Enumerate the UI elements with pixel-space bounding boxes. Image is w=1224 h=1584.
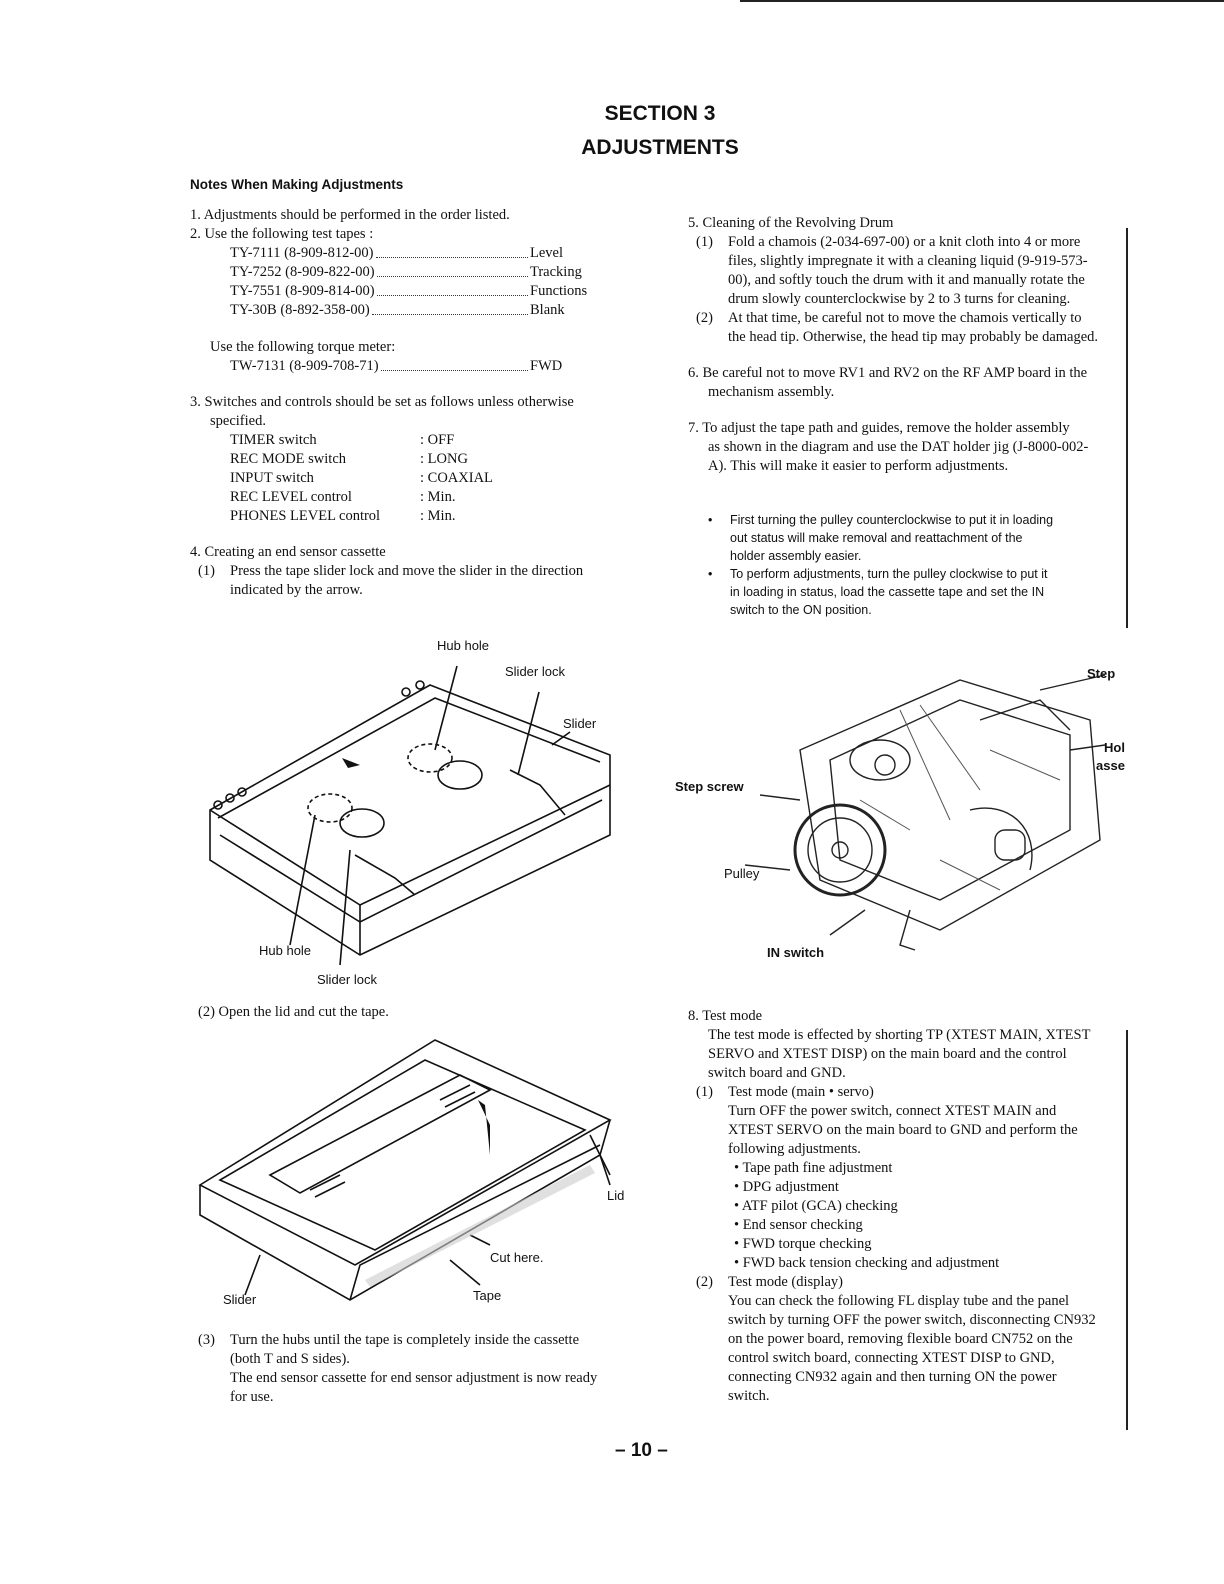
bullet-item: • First turning the pulley counterclockwise to put it in loading out status will make removal and reattachment of the holder assembly easier. — [708, 513, 1054, 563]
tape-row: TY-7252 (8-909-822-00) Tracking — [230, 264, 582, 280]
item-7: 7. To adjust the tape path and guides, remove the holder assembly as shown in the diagram and use the DAT holder jig (J-8000-002- A). This will make it easier to perform adjustments. — [688, 420, 1089, 474]
pulley-label: Pulley — [724, 866, 760, 881]
switch-row: REC MODE switch : LONG — [230, 451, 468, 467]
item-4: 4. Creating an end sensor cassette — [190, 544, 386, 560]
section-number: SECTION 3 — [604, 102, 716, 125]
cassette-lid-figure — [190, 1035, 640, 1315]
slider-lock-label-bottom: Slider lock — [317, 972, 377, 987]
page-number: – 10 – — [615, 1440, 668, 1461]
hub-hole-label-bottom: Hub hole — [259, 943, 312, 958]
item-5-1: (1) Fold a chamois (2-034-697-00) or a knit cloth into 4 or more files, slightly impregnate it with a cleaning liquid (9-919-573- 00), and softly touch the drum with it and manually rotate the drum slowly counterclockwise by 2 to 3 turns for cleaning. — [696, 234, 1088, 307]
slider-label: Slider — [563, 716, 597, 731]
item-8-title: 8. Test mode — [688, 1008, 763, 1024]
slider-label-2: Slider — [223, 1292, 257, 1307]
item-5-2: (2) At that time, be careful not to move the chamois vertically to the head tip. Otherwise, the head tip may probably be damaged. — [696, 310, 1099, 345]
tape-row: TY-7551 (8-909-814-00) Functions — [230, 283, 588, 299]
slider-lock-label-top: Slider lock — [505, 664, 565, 679]
switch-row: INPUT switch : COAXIAL — [230, 470, 493, 486]
holder-label-1: Hol — [1104, 740, 1125, 755]
cut-here-label: Cut here. — [490, 1250, 544, 1265]
item-5: 5. Cleaning of the Revolving Drum — [688, 215, 894, 231]
left-column-text — [190, 206, 640, 600]
item-4-2: (2) Open the lid and cut the tape. — [198, 1004, 389, 1020]
section-title: ADJUSTMENTS — [581, 136, 739, 159]
lid-label: Lid — [607, 1188, 625, 1203]
holder-label-2: asse — [1096, 758, 1125, 773]
right-column-text — [688, 214, 1128, 476]
tape-row: TY-30B (8-892-358-00) Blank — [230, 302, 565, 318]
item-6: 6. Be careful not to move RV1 and RV2 on the RF AMP board in the mechanism assembly. — [688, 365, 1088, 400]
item-3-cont: specified. — [210, 413, 266, 429]
item-8-body: The test mode is effected by shorting TP (XTEST MAIN, XTEST SERVO and XTEST DISP) on the main board and the control switch board and GND. — [708, 1027, 1091, 1081]
top-rule — [740, 0, 1224, 2]
item-8-2: (2) Test mode (display) You can check the following FL display tube and the panel switch by turning OFF the power switch, disconnecting CN932 on the power board, removing flexible board CN752 on the control switch board, connecting XTEST DISP to GND, connecting CN932 again and then turning ON the power switch. — [696, 1274, 1096, 1404]
item-8-1: (1) Test mode (main • servo) Turn OFF the power switch, connect XTEST MAIN and XTEST SERVO on the main board to GND and perform the following adjustments. • Tape path fine adjustment • DPG adjustment • ATF pilot (GCA) checking • End sensor checking • FWD torque checking • FWD back tension checking and adjustment — [696, 1084, 1078, 1271]
hub-hole-label-top: Hub hole — [437, 638, 490, 653]
item-2: 2. Use the following test tapes : — [190, 226, 374, 242]
item-4-1: (1) Press the tape slider lock and move the slider in the direction indicated by the arrow. — [198, 563, 584, 598]
bullet-item: • To perform adjustments, turn the pulley clockwise to put it in loading in status, load the cassette tape and set the IN switch to the ON position. — [708, 567, 1048, 617]
notes-heading: Notes When Making Adjustments — [190, 177, 404, 192]
item-3: 3. Switches and controls should be set as follows unless otherwise — [190, 394, 574, 410]
item-4-3: (3) Turn the hubs until the tape is completely inside the cassette (both T and S sides). The end sensor cassette for end sensor adjustment is now ready for use. — [198, 1332, 598, 1405]
torque-meter-list — [190, 357, 640, 376]
tape-label: Tape — [473, 1288, 502, 1303]
in-switch-label: IN switch — [767, 945, 825, 960]
torque-intro: Use the following torque meter: — [210, 339, 396, 355]
item-1: 1. Adjustments should be performed in the order listed. — [190, 207, 510, 223]
switch-settings — [190, 431, 640, 526]
test-tape-list — [190, 244, 640, 320]
step-screw-label: Step screw — [675, 779, 744, 794]
switch-row: PHONES LEVEL control : Min. — [230, 508, 456, 524]
tape-row: TW-7131 (8-909-708-71) FWD — [230, 358, 563, 374]
switch-row: REC LEVEL control : Min. — [230, 489, 456, 505]
step-label: Step — [1087, 666, 1116, 681]
switch-row: TIMER switch : OFF — [230, 432, 455, 448]
cassette-slider-figure — [190, 640, 640, 1000]
item-8 — [688, 1007, 1128, 1406]
item-7-bullets — [708, 511, 1128, 619]
mechanism-figure — [740, 660, 1130, 960]
tape-row: TY-7111 (8-909-812-00) Level — [230, 245, 564, 261]
